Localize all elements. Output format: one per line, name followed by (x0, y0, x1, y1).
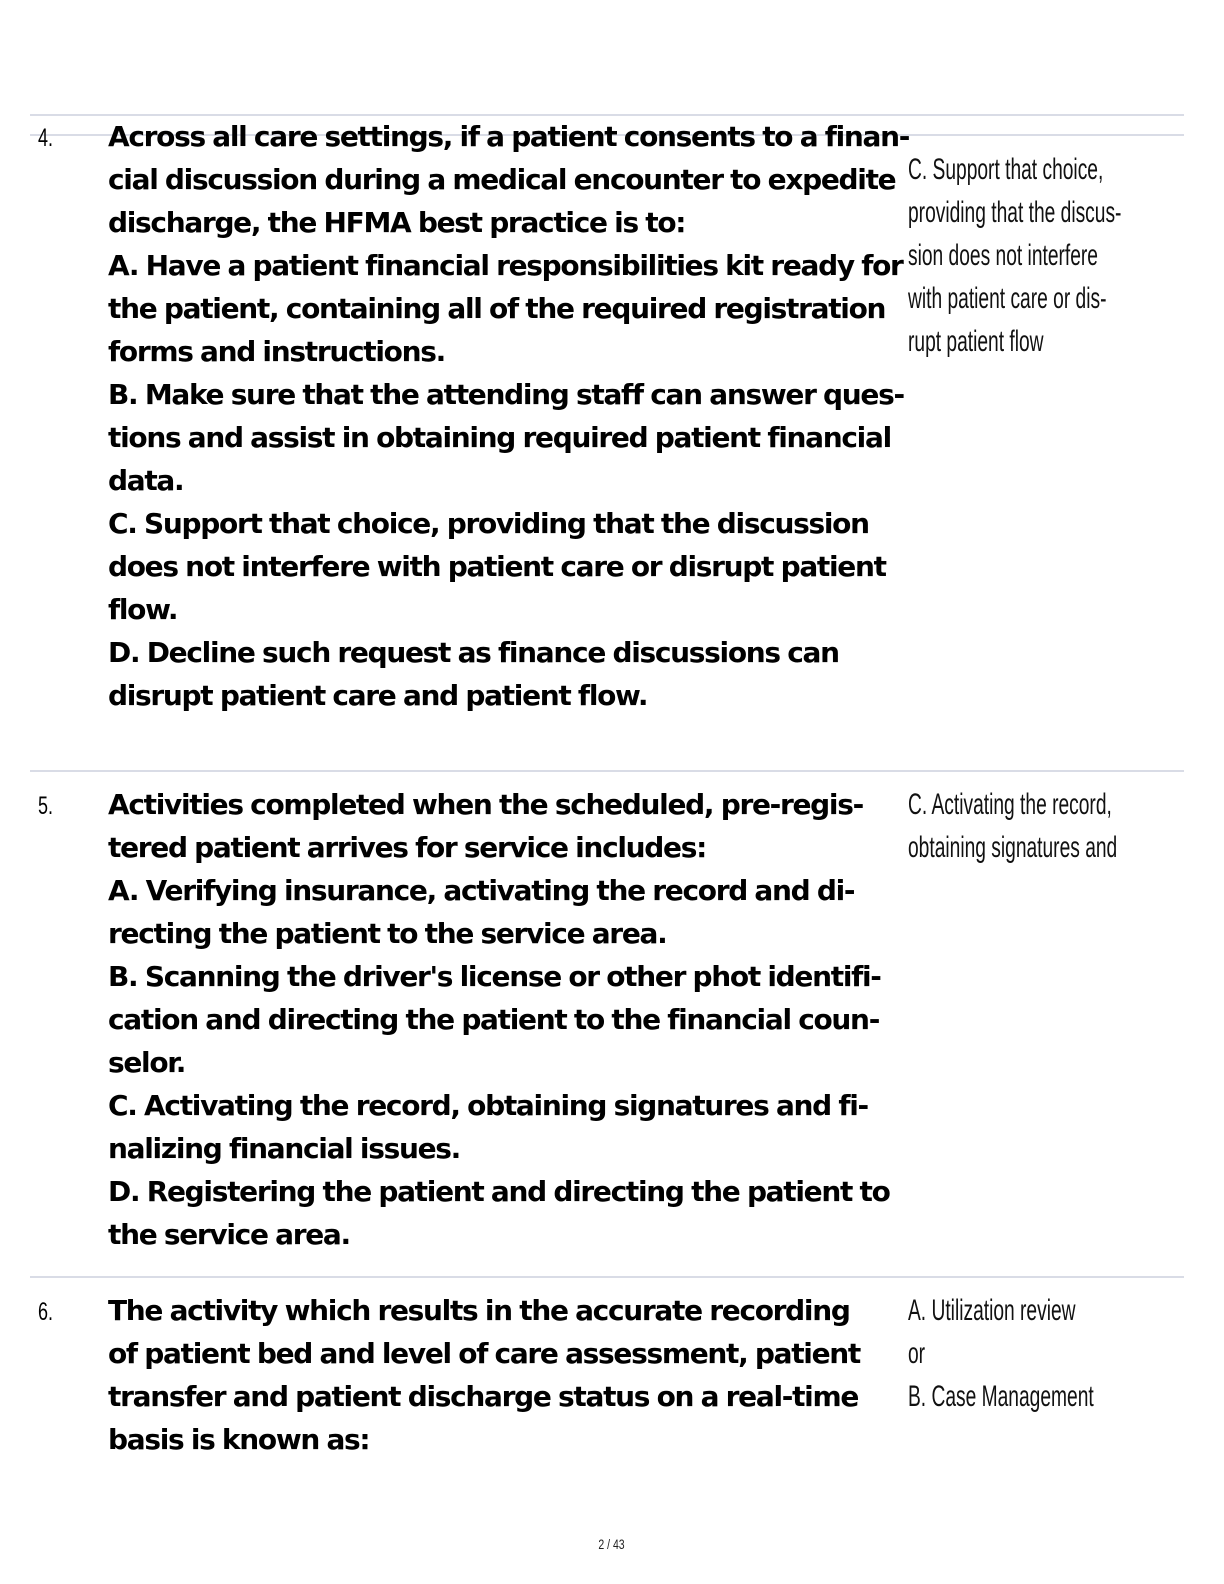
question-line: does not interfere with patient care or disrupt patient (108, 550, 886, 583)
answer-line: providing that the discus- (908, 196, 1122, 229)
answer-line: obtaining signatures and (908, 831, 1118, 864)
question-line: selor. (108, 1046, 186, 1079)
question-line: recting the patient to the service area. (108, 917, 667, 950)
question-text-6 (108, 1289, 908, 1461)
question-line: Across all care settings, if a patient consents to a finan- (108, 120, 910, 153)
question-line: disrupt patient care and patient flow. (108, 679, 648, 712)
question-line: the patient, containing all of the required registration (108, 292, 886, 325)
question-line: forms and instructions. (108, 335, 445, 368)
answer-line: rupt patient flow (908, 325, 1044, 358)
question-number-6: 6. (38, 1298, 54, 1326)
answer-line: C. Activating the record, (908, 788, 1112, 821)
question-number-4: 4. (38, 124, 54, 152)
question-line: A. Have a patient financial responsibilities kit ready for (108, 249, 903, 282)
answer-line: A. Utilization review (908, 1294, 1076, 1327)
question-line: flow. (108, 593, 178, 626)
question-line: discharge, the HFMA best practice is to: (108, 206, 686, 239)
question-line: The activity which results in the accurate recording (108, 1294, 850, 1327)
question-text-4 (108, 115, 908, 717)
question-line: of patient bed and level of care assessment, patient (108, 1337, 861, 1370)
question-line: B. Scanning the driver's license or other phot identifi- (108, 960, 881, 993)
question-line: B. Make sure that the attending staff can answer ques- (108, 378, 904, 411)
question-line: C. Activating the record, obtaining signatures and fi- (108, 1089, 868, 1122)
question-line: A. Verifying insurance, activating the record and di- (108, 874, 855, 907)
answer-line: sion does not interfere (908, 239, 1098, 272)
question-line: cation and directing the patient to the financial coun- (108, 1003, 880, 1036)
question-line: Activities completed when the scheduled, pre-regis- (108, 788, 863, 821)
question-line: cial discussion during a medical encounter to expedite (108, 163, 896, 196)
page-indicator (0, 1536, 1224, 1552)
page-indicator-text: 2 / 43 (598, 1536, 626, 1552)
question-line: D. Registering the patient and directing the patient to (108, 1175, 890, 1208)
separator-q6 (30, 1276, 1184, 1278)
question-line: transfer and patient discharge status on a real-time (108, 1380, 859, 1413)
question-line: C. Support that choice, providing that the discussion (108, 507, 869, 540)
separator-q5 (30, 770, 1184, 772)
answer-line: with patient care or dis- (908, 282, 1107, 315)
answer-line: or (908, 1337, 926, 1370)
question-line: tions and assist in obtaining required patient financial (108, 421, 891, 454)
answer-line: C. Support that choice, (908, 153, 1104, 186)
answer-5 (908, 783, 1117, 869)
answer-6 (908, 1289, 1094, 1418)
answer-4 (908, 148, 1121, 363)
question-line: the service area. (108, 1218, 350, 1251)
question-line: tered patient arrives for service includes: (108, 831, 706, 864)
question-text-5 (108, 783, 908, 1256)
question-number-5: 5. (38, 792, 54, 820)
question-line: nalizing financial issues. (108, 1132, 460, 1165)
question-line: D. Decline such request as finance discussions can (108, 636, 839, 669)
answer-line: B. Case Management (908, 1380, 1094, 1413)
question-line: basis is known as: (108, 1423, 370, 1456)
question-line: data. (108, 464, 184, 497)
